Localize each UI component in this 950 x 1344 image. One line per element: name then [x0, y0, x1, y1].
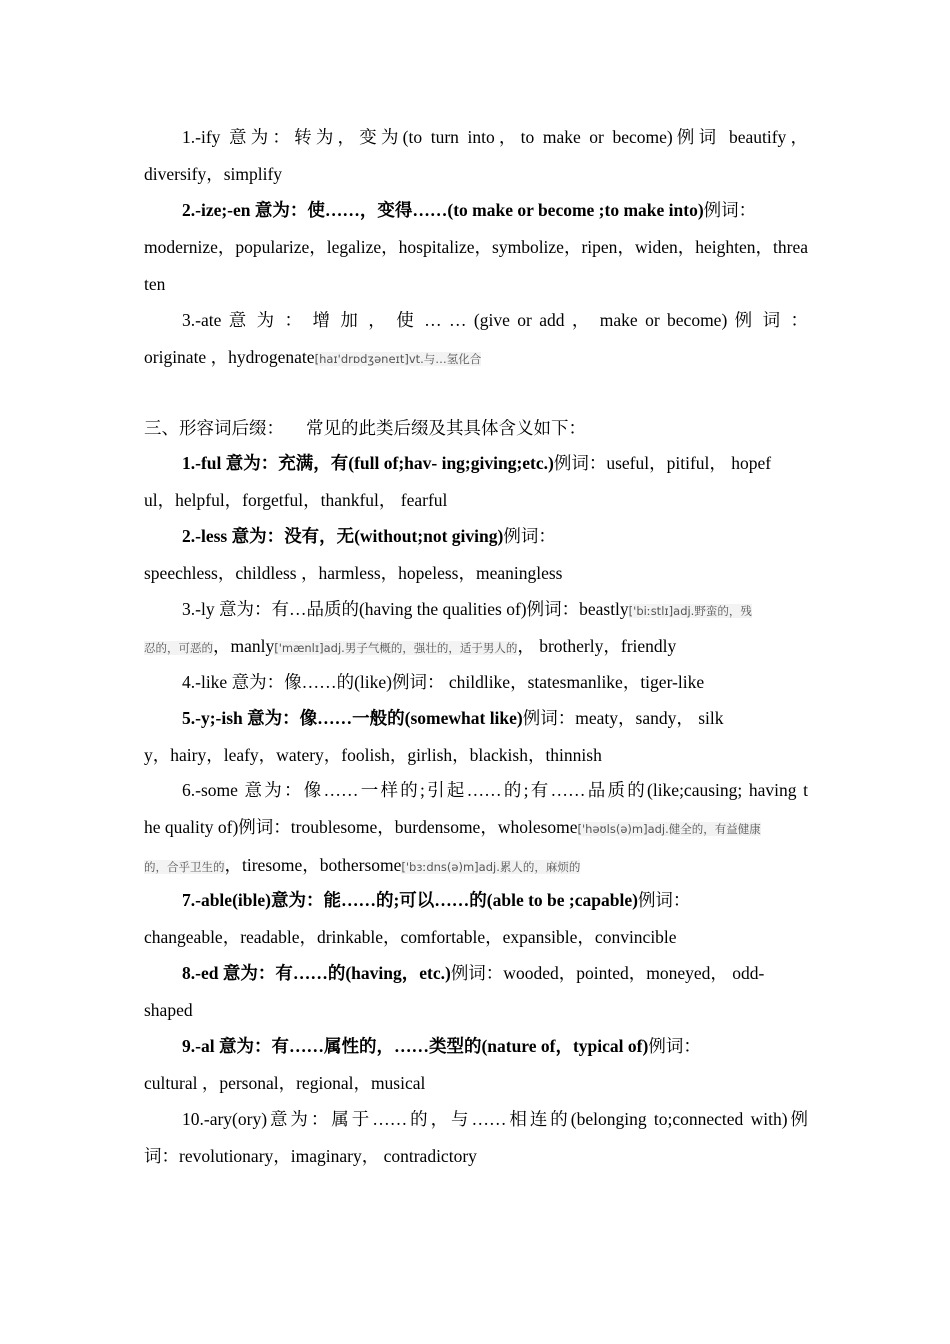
al-heading: 9.-al 意为：有……属性的，……类型的(nature of，typical of) [182, 1036, 649, 1056]
beastly-gloss: ['biːstlɪ]adj.野蛮的，残 [628, 604, 752, 618]
ed-heading: 8.-ed 意为：有……的(having，etc.) [182, 963, 451, 983]
section-title: 三、形容词后缀： [144, 418, 284, 438]
wholesome-gloss-cont: 的，合乎卫生的 [144, 860, 225, 874]
less-line-2: speechless，childless ，harmless，hopeless，meaningless [144, 563, 563, 583]
some-examples: he quality of)例词：troublesome，burdensome，wholesome [144, 817, 578, 837]
ize-heading: 2.-ize;-en 意为：使……，变得……(to make or become ;to make into) [182, 200, 704, 220]
some-line-2 [144, 814, 808, 840]
ize-line-1 [182, 197, 808, 223]
able-heading: 7.-able(ible)意为：能……的;可以……的(able to be ;capable) [182, 890, 638, 910]
ary-line-2: 词：revolutionary，imaginary， contradictory [144, 1146, 477, 1166]
less-example-label: 例词： [503, 526, 556, 546]
ify-line-2: diversify，simplify [144, 164, 283, 184]
ate-line-2 [144, 344, 808, 370]
ify-line-1: 1.-ify 意为：转为，变为(to turn into，to make or become)例词 beautify， [182, 127, 808, 147]
ed-line-1 [182, 960, 808, 986]
manly-gloss: ['mænlɪ]adj.男子气概的，强壮的，适于男人的 [274, 641, 518, 655]
ly-tail: ， brotherly，friendly [517, 636, 677, 656]
ed-line-2: shaped [144, 1000, 193, 1020]
like-line-1: 4.-like 意为：像……的(like)例词： childlike，statesmanlike，tiger-like [182, 672, 705, 692]
hydrogenate-gloss: [haɪ'drɒdʒəneɪt]vt.与…氢化合 [314, 352, 482, 366]
adjective-section-heading [144, 415, 808, 441]
ish-line-2: y，hairy，leafy，watery，foolish，girlish，blackish，thinnish [144, 745, 602, 765]
ize-line-3: ten [144, 274, 166, 294]
ize-line-2: modernize，popularize，legalize，hospitalize，symbolize，ripen，widen，heighten，threa [144, 237, 808, 257]
less-heading: 2.-less 意为：没有，无(without;not giving) [182, 526, 504, 546]
ate-line-1: 3.-ate 意 为 ： 增 加 ， 使 … … (give or add ， make or become) 例 词 ： [182, 310, 808, 330]
some-line-3 [144, 852, 808, 878]
al-line-2: cultural ，personal，regional，musical [144, 1073, 426, 1093]
able-example-label: 例词： [637, 890, 691, 910]
ly-text: 3.-ly 意为：有…品质的(having the qualities of)例词：beastly [182, 599, 629, 619]
al-example-label: 例词： [648, 1036, 701, 1056]
section-intro: 常见的此类后缀及其具体含义如下： [306, 418, 586, 438]
some-line-1: 6.-some 意为：像……一样的;引起……的;有……品质的(like;causing; having t [182, 780, 808, 800]
able-line-2: changeable，readable，drinkable，comfortable，expansible，convincible [144, 927, 677, 947]
ish-heading: 5.-y;-ish 意为：像……一般的(somewhat like) [182, 708, 523, 728]
able-line-1 [182, 887, 808, 913]
ate-examples: originate ，hydrogenate [144, 347, 315, 367]
ly-line-2 [144, 633, 808, 659]
beastly-gloss-cont: 忍的，可恶的 [144, 641, 213, 655]
ful-heading: 1.-ful 意为：充满，有(full of;hav- ing;giving;etc.) [182, 453, 554, 473]
ary-line-1: 10.-ary(ory)意为：属于……的，与……相连的(belonging to;connected with)例 [182, 1109, 808, 1129]
wholesome-gloss: ['həʊls(ə)m]adj.健全的，有益健康 [577, 822, 761, 836]
bothersome-gloss: ['bɜːdns(ə)m]adj.累人的，麻烦的 [401, 860, 581, 874]
ly-line-1 [182, 596, 808, 622]
ful-examples: 例词：useful，pitiful， hopef [553, 453, 772, 473]
ed-examples: 例词：wooded，pointed，moneyed， odd- [450, 963, 765, 983]
ize-example-label: 例词： [703, 200, 757, 220]
manly-word: ，manly [213, 636, 275, 656]
some-examples-2: ，tiresome，bothersome [224, 855, 402, 875]
al-line-1 [182, 1033, 808, 1059]
less-line-1 [182, 523, 808, 549]
ish-examples: 例词：meaty，sandy， silk [522, 708, 724, 728]
ish-line-1 [182, 705, 808, 731]
ful-line-2: ul，helpful，forgetful，thankful， fearful [144, 490, 448, 510]
ful-line-1 [182, 450, 808, 476]
